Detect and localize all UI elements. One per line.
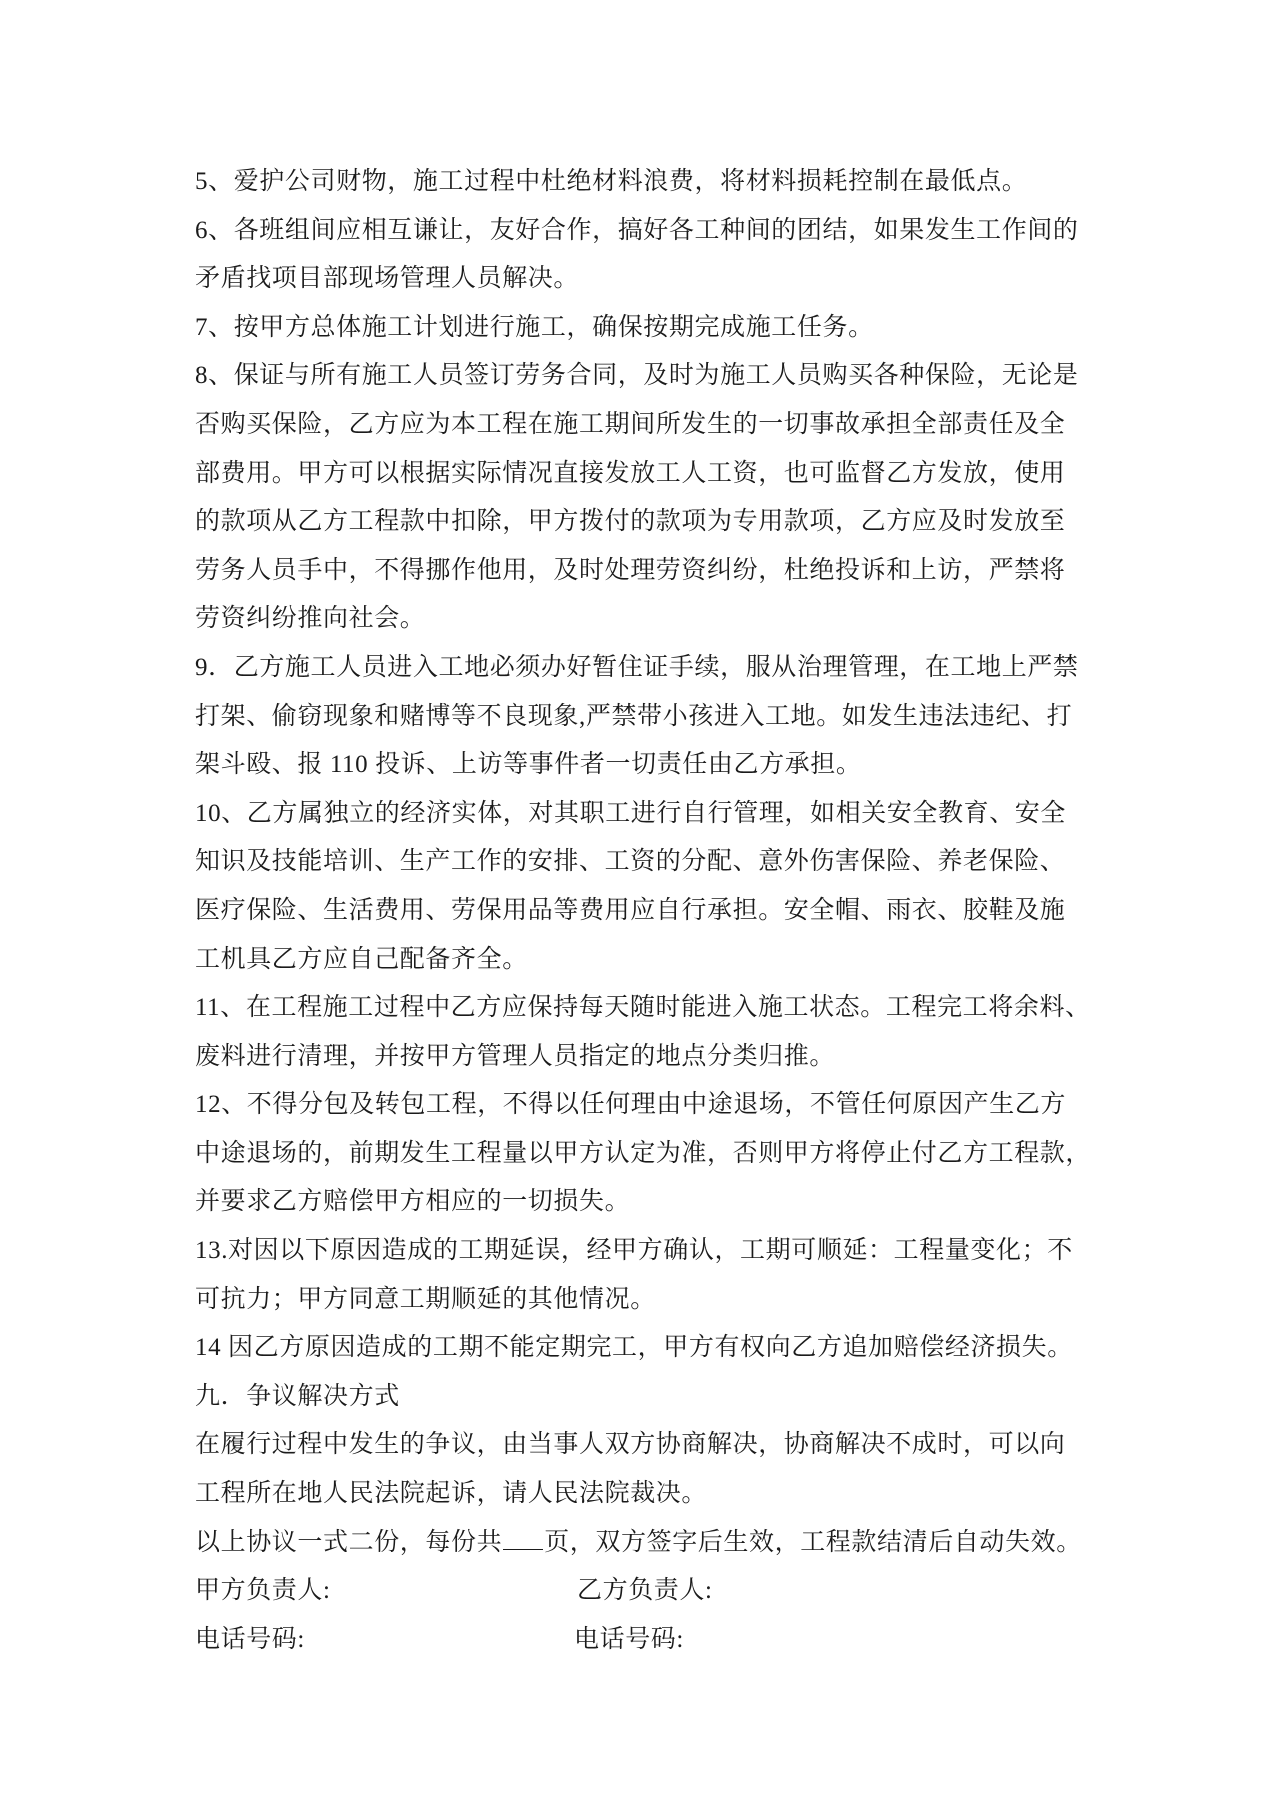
clause-line: 8、保证与所有施工人员签订劳务合同，及时为施工人员购买各种保险，无论是 [195,362,1079,390]
clause-line: 在履行过程中发生的争议，由当事人双方协商解决，协商解决不成时，可以向 [195,1431,1066,1459]
clause-line: 打架、偷窃现象和赌博等不良现象,严禁带小孩进入工地。如发生违法违纪、打 [195,702,1073,730]
clause-line: 废料进行清理，并按甲方管理人员指定的地点分类归推。 [195,1042,836,1070]
clause-line: 并要求乙方赔偿甲方相应的一切损失。 [195,1188,631,1216]
clause-line: 14 因乙方原因造成的工期不能定期完工，甲方有权向乙方追加赔偿经济损失。 [195,1334,1073,1362]
agreement-text-after: 页，双方签字后生效，工程款结清后自动失效。 [544,1528,1082,1556]
clause-line: 工机具乙方应自己配备齐全。 [195,945,528,973]
clause-line: 的款项从乙方工程款中扣除，甲方拨付的款项为专用款项，乙方应及时发放至 [195,508,1066,536]
clause-line: 9．乙方施工人员进入工地必须办好暂住证手续，服从治理管理，在工地上严禁 [195,653,1079,681]
clause-line: 5、爱护公司财物，施工过程中杜绝材料浪费，将材料损耗控制在最低点。 [195,168,1028,195]
party-b-phone-label: 电话号码: [574,1625,684,1653]
clause-line: 可抗力；甲方同意工期顺延的其他情况。 [195,1285,656,1313]
clause-line: 7、按甲方总体施工计划进行施工，确保按期完成施工任务。 [195,313,874,341]
clause-line: 中途退场的，前期发生工程量以甲方认定为准，否则甲方将停止付乙方工程款， [195,1139,1092,1167]
clause-line: 工程所在地人民法院起诉，请人民法院裁决。 [195,1480,708,1508]
party-a-signature-label: 甲方负责人: [195,1577,331,1605]
signature-row [195,1567,1195,1616]
section-heading: 九．争议解决方式 [195,1382,400,1410]
page-count-blank[interactable] [503,1527,543,1550]
clause-line: 架斗殴、报 110 投诉、上访等事件者一切责任由乙方承担。 [195,751,862,779]
clause-line: 11、在工程施工过程中乙方应保持每天随时能进入施工状态。工程完工将余料、 [195,994,1091,1022]
agreement-line [195,1519,1195,1568]
clause-line: 10、乙方属独立的经济实体，对其职工进行自行管理，如相关安全教育、安全 [195,799,1067,827]
clause-line: 6、各班组间应相互谦让，友好合作，搞好各工种间的团结，如果发生工作间的 [195,216,1079,244]
clause-line: 13.对因以下原因造成的工期延误，经甲方确认，工期可顺延：工程量变化；不 [195,1237,1073,1265]
clause-line: 矛盾找项目部现场管理人员解决。 [195,265,580,293]
clause-line: 12、不得分包及转包工程，不得以任何理由中途退场，不管任何原因产生乙方 [195,1091,1067,1119]
clause-line: 劳务人员手中，不得挪作他用，及时处理劳资纠纷，杜绝投诉和上访，严禁将 [195,556,1066,584]
clause-line: 医疗保险、生活费用、劳保用品等费用应自行承担。安全帽、雨衣、胶鞋及施 [195,896,1066,924]
phone-row [195,1616,1195,1665]
clause-line: 部费用。甲方可以根据实际情况直接发放工人工资，也可监督乙方发放，使用 [195,459,1066,487]
agreement-text-before: 以上协议一式二份，每份共 [195,1528,503,1556]
clause-line: 知识及技能培训、生产工作的安排、工资的分配、意外伤害保险、养老保险、 [195,848,1066,876]
party-b-signature-label: 乙方负责人: [577,1577,713,1605]
contract-body [195,158,1195,1664]
party-a-phone-label: 电话号码: [195,1625,305,1653]
clause-line: 劳资纠纷推向社会。 [195,605,426,633]
clause-line: 否购买保险，乙方应为本工程在施工期间所发生的一切事故承担全部责任及全 [195,410,1066,438]
